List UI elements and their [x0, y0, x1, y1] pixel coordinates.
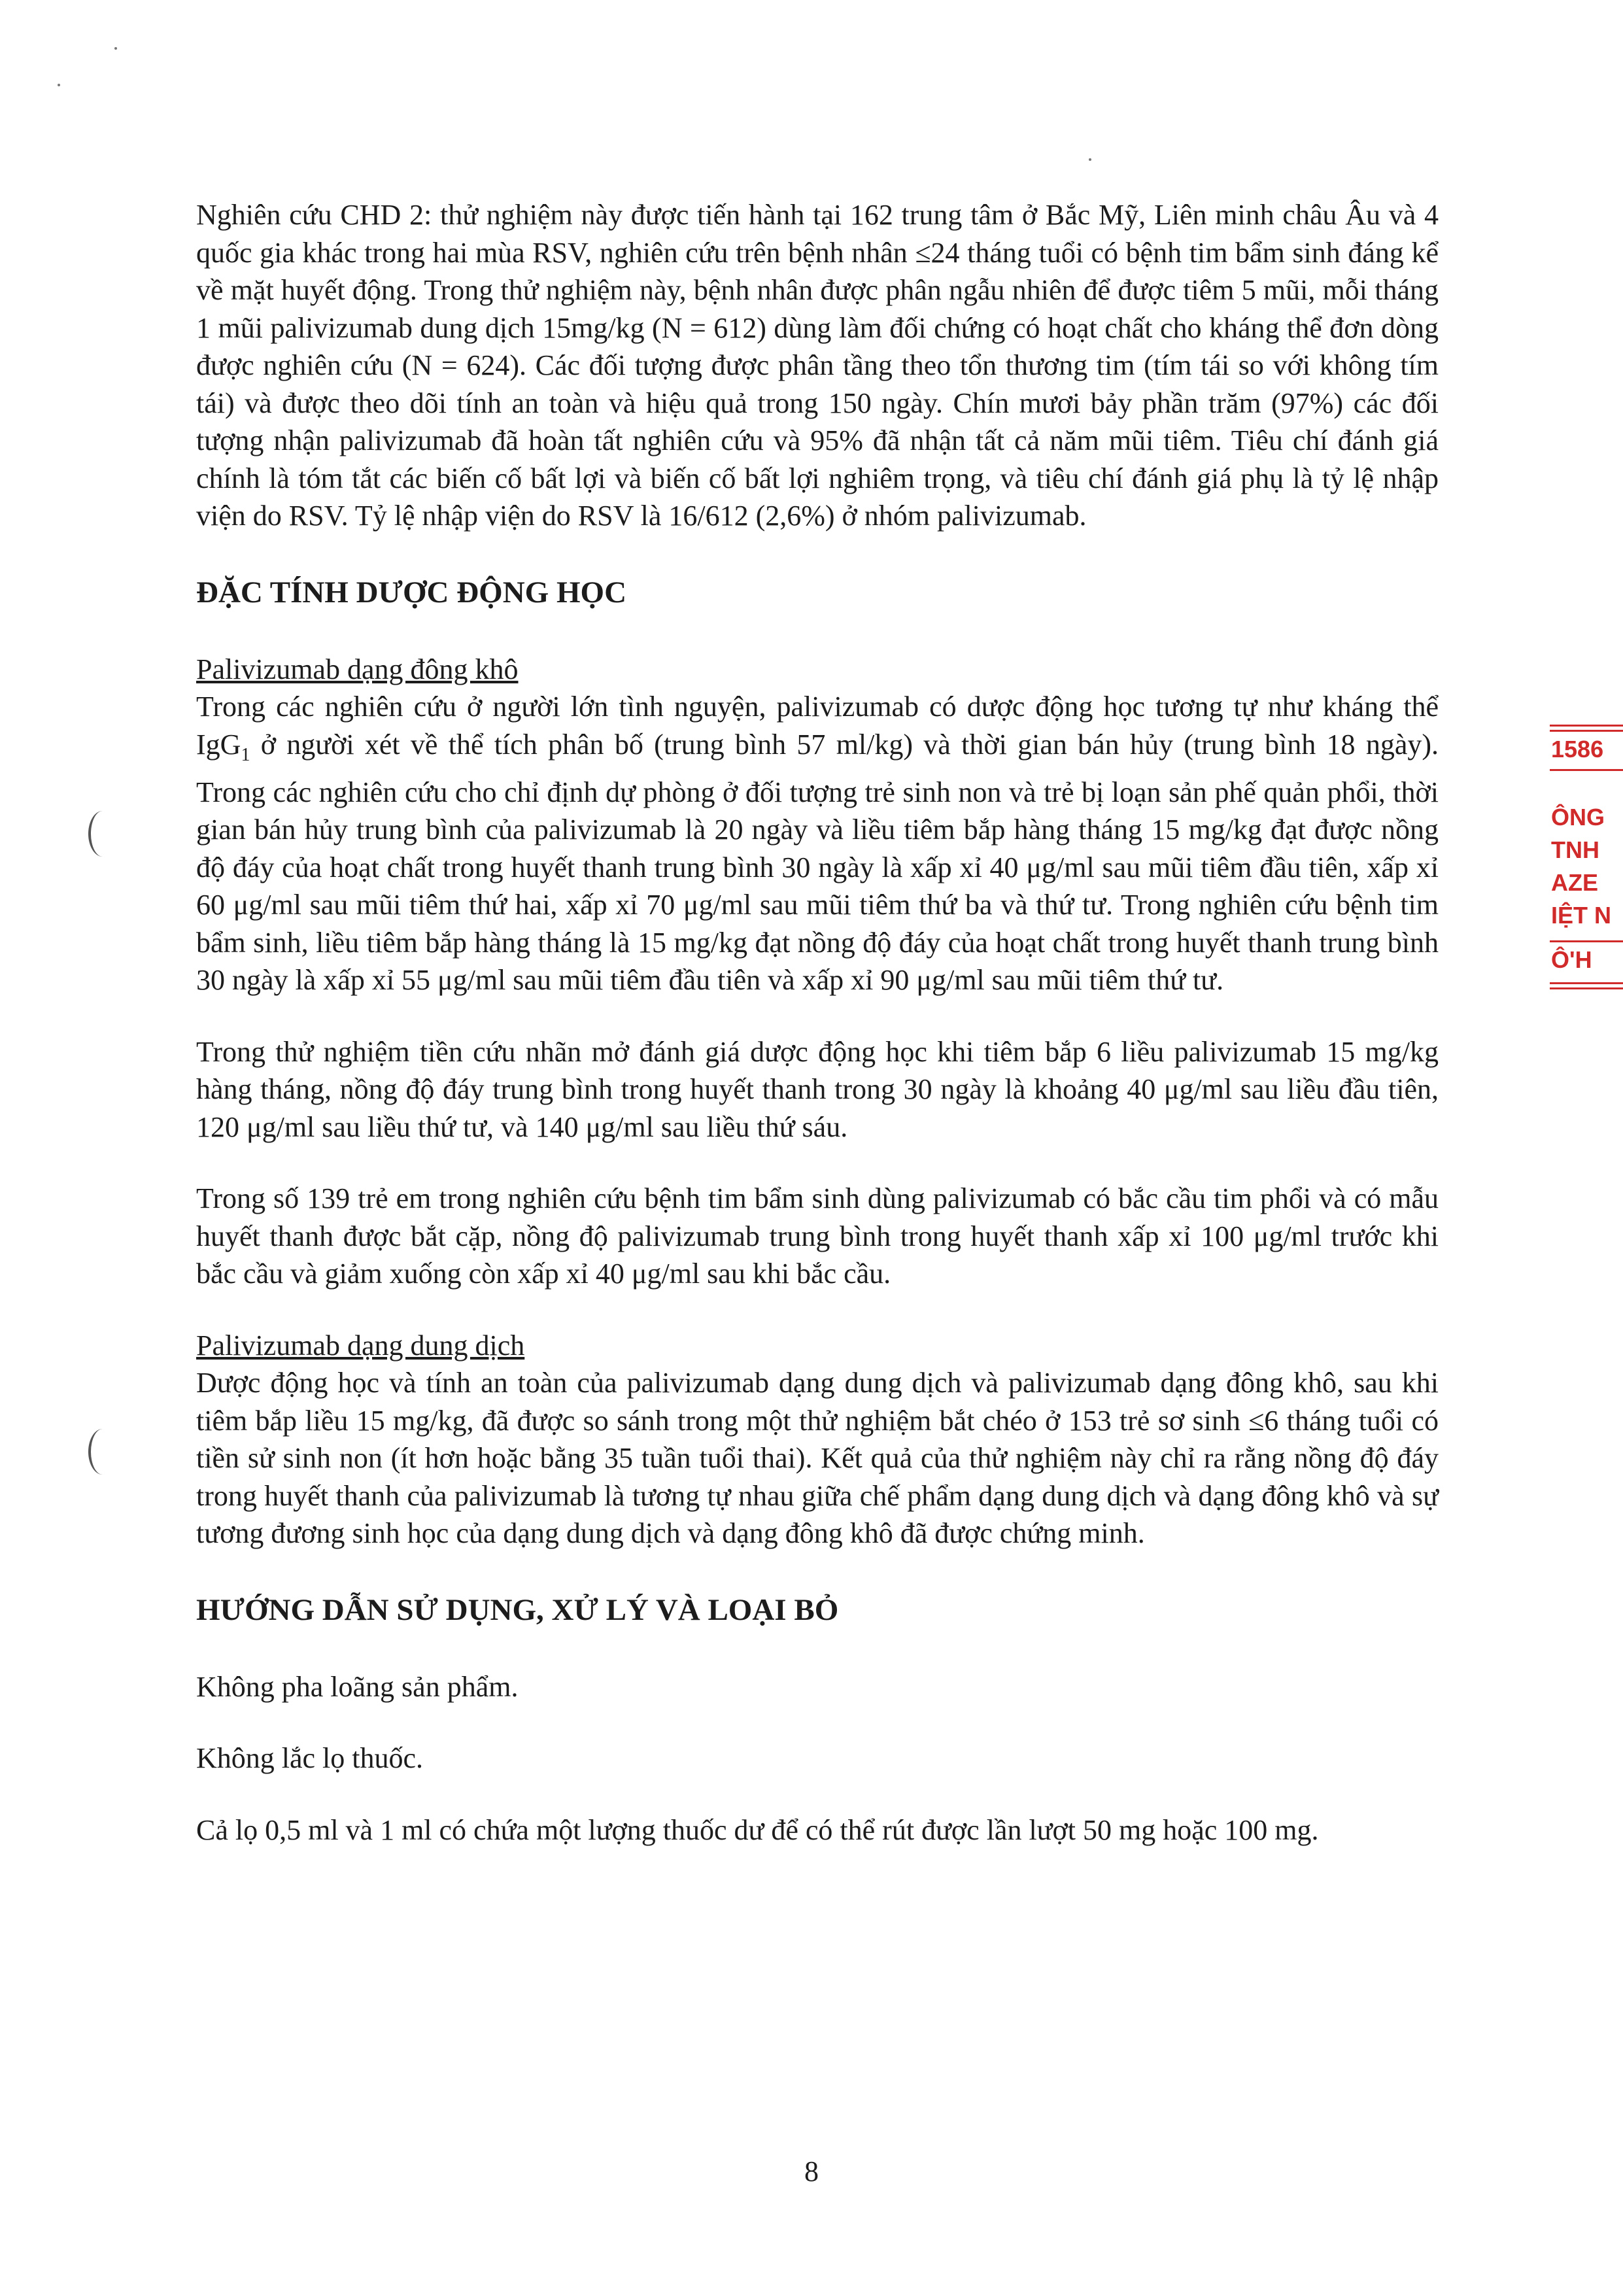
red-stamp [1543, 713, 1623, 1014]
stamp-text: IỆT N [1551, 902, 1612, 929]
instruction-do-not-dilute: Không pha loãng sản phẩm. [196, 1670, 519, 1703]
stamp-text: TNH [1551, 836, 1599, 863]
document-body [196, 196, 1439, 1849]
stamp-text: 1586 [1551, 736, 1604, 762]
heading-usage-handling-disposal: HƯỚNG DẪN SỬ DỤNG, XỬ LÝ VÀ LOẠI BỎ [196, 1592, 839, 1627]
paragraph-cardiopulmonary-bypass: Trong số 139 trẻ em trong nghiên cứu bệnh tim bẩm sinh dùng palivizumab có bắc cầu tim phổi và có mẫu huyết thanh được bắt cặp, nồng độ palivizumab trung bình trong huyết thanh xấp xỉ 100 μg/ml trước khi bắc cầu và giảm xuống còn xấp xỉ 40 μg/ml sau khi bắc cầu. [196, 1182, 1439, 1290]
paragraph-lyophilized-pk: Trong các nghiên cứu ở người lớn tình nguyện, palivizumab có dược động học tương tự như kháng thể IgG$_1$ ở người xét về thể tích phân bố (trung bình 57 ml/kg) và thời gian bán hủy (trung bình 18 ngày). Trong các nghiên cứu cho chỉ định dự phòng ở đối tượng trẻ sinh non và trẻ bị loạn sản phế quản phổi, thời gian bán hủy trung bình của palivizumab là 20 ngày và liều tiêm bắp hàng tháng 15 mg/kg đạt được nồng độ đáy của hoạt chất trong huyết thanh trung bình 30 ngày là xấp xỉ 40 μg/ml sau mũi tiêm đầu tiên, xấp xỉ 60 μg/ml sau mũi tiêm thứ hai, xấp xỉ 70 μg/ml sau mũi tiêm thứ ba và thứ tư. Trong nghiên cứu bệnh tim bẩm sinh, liều tiêm bắp hàng tháng là 15 mg/kg đạt nồng độ đáy của hoạt chất trong huyết thanh trung bình 30 ngày là xấp xỉ 55 μg/ml sau mũi tiêm đầu tiên và xấp xỉ 90 μg/ml sau mũi tiêm thứ tư. [196, 691, 1439, 997]
instruction-overfill: Cả lọ 0,5 ml và 1 ml có chứa một lượng thuốc dư để có thể rút được lần lượt 50 mg hoặc 100 mg. [196, 1813, 1319, 1846]
binder-hole-mark [88, 1429, 117, 1475]
page-number: 8 [804, 2155, 819, 2187]
subheading-solution: Palivizumab dạng dung dịch [196, 1329, 525, 1362]
paragraph-solution-pk: Dược động học và tính an toàn của palivizumab dạng dung dịch và palivizumab dạng đông khô, sau khi tiêm bắp liều 15 mg/kg, đã được so sánh trong một thử nghiệm bắt chéo ở 153 trẻ sơ sinh ≤6 tháng tuổi có tiền sử sinh non (ít hơn hoặc bằng 35 tuần tuổi thai). Kết quả của thử nghiệm này chỉ ra rằng nồng độ đáy trong huyết thanh của palivizumab là tương tự nhau giữa chế phẩm dạng dung dịch và dạng đông khô và sự tương đương sinh học của dạng dung dịch và dạng đông khô đã được chứng minh. [196, 1367, 1439, 1550]
stamp-text: ÔNG [1551, 804, 1605, 831]
scan-speck [114, 47, 117, 50]
scan-speck [1089, 158, 1091, 161]
instruction-do-not-shake: Không lắc lọ thuốc. [196, 1742, 424, 1775]
heading-pharmacokinetics: ĐẶC TÍNH DƯỢC ĐỘNG HỌC [196, 575, 627, 609]
stamp-text: Ô'H [1551, 946, 1592, 973]
binder-hole-mark [88, 811, 117, 857]
stamp-text: AZE [1551, 869, 1598, 896]
paragraph-chd2-study: Nghiên cứu CHD 2: thử nghiệm này được tiến hành tại 162 trung tâm ở Bắc Mỹ, Liên minh châu Âu và 4 quốc gia khác trong hai mùa RSV, nghiên cứu trên bệnh nhân ≤24 tháng tuổi có bệnh tim bẩm sinh đáng kể về mặt huyết động. Trong thử nghiệm này, bệnh nhân được phân ngẫu nhiên để được tiêm 5 mũi, mỗi tháng 1 mũi palivizumab dung dịch 15mg/kg (N = 612) dùng làm đối chứng có hoạt chất cho kháng thể đơn dòng được nghiên cứu (N = 624). Các đối tượng được phân tầng theo tổn thương tim (tím tái so với không tím tái) và được theo dõi tính an toàn và hiệu quả trong 150 ngày. Chín mươi bảy phần trăm (97%) các đối tượng nhận palivizumab đã hoàn tất nghiên cứu và 95% đã nhận tất cả năm mũi tiêm. Tiêu chí đánh giá chính là tóm tắt các biến cố bất lợi và biến cố bất lợi nghiêm trọng, và tiêu chí đánh giá phụ là tỷ lệ nhập viện do RSV. Tỷ lệ nhập viện do RSV là 16/612 (2,6%) ở nhóm palivizumab. [196, 199, 1439, 532]
subheading-lyophilized: Palivizumab dạng đông khô [196, 653, 519, 685]
paragraph-open-label-trial: Trong thử nghiệm tiền cứu nhãn mở đánh giá dược động học khi tiêm bắp 6 liều palivizumab 15 mg/kg hàng tháng, nồng độ đáy trung bình trong huyết thanh trong 30 ngày là khoảng 40 μg/ml sau liều đầu tiên, 120 μg/ml sau liều thứ tư, và 140 μg/ml sau liều thứ sáu. [196, 1035, 1439, 1143]
scan-speck [58, 84, 60, 86]
